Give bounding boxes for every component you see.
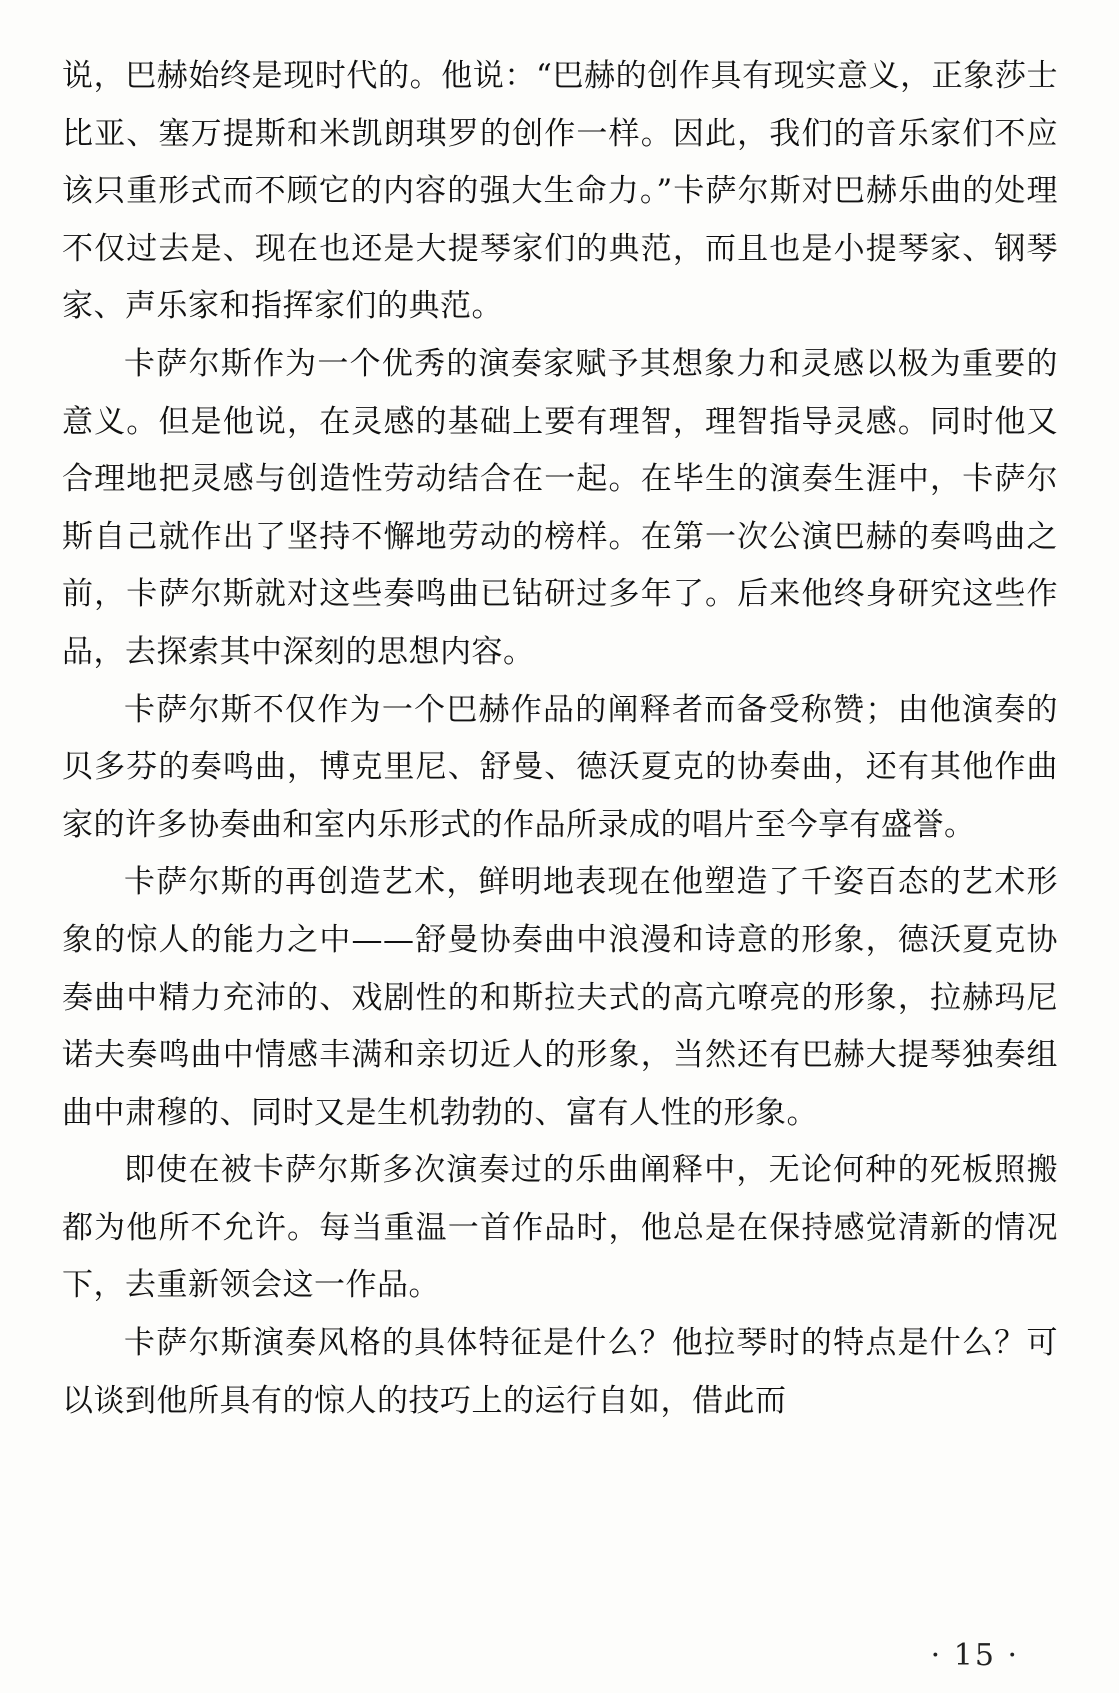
paragraph: 卡萨尔斯不仅作为一个巴赫作品的阐释者而备受称赞；由他演奏的贝多芬的奏鸣曲，博克里尼、舒曼、德沃夏克的协奏曲，还有其他作曲家的许多协奏曲和室内乐形式的作品所录成的唱片至今享有盛誉。	[62, 691, 1058, 843]
paragraph-continued: 说，巴赫始终是现时代的。他说：“巴赫的创作具有现实意义，正象莎士比亚、塞万提斯和米凯朗琪罗的创作一样。因此，我们的音乐家们不应该只重形式而不顾它的内容的强大生命力。”卡萨尔斯对巴赫乐曲的处理不仅过去是、现在也还是大提琴家们的典范，而且也是小提琴家、钢琴家、声乐家和指挥家们的典范。	[62, 58, 1058, 325]
paragraph: 卡萨尔斯演奏风格的具体特征是什么？他拉琴时的特点是什么？可以谈到他所具有的惊人的技巧上的运行自如，借此而	[62, 1325, 1058, 1419]
paragraph: 即使在被卡萨尔斯多次演奏过的乐曲阐释中，无论何种的死板照搬都为他所不允许。每当重温一首作品时，他总是在保持感觉清新的情况下，去重新领会这一作品。	[62, 1152, 1058, 1304]
paragraph: 卡萨尔斯作为一个优秀的演奏家赋予其想象力和灵感以极为重要的意义。但是他说，在灵感的基础上要有理智，理智指导灵感。同时他又合理地把灵感与创造性劳动结合在一起。在毕生的演奏生涯中，卡萨尔斯自己就作出了坚持不懈地劳动的榜样。在第一次公演巴赫的奏鸣曲之前，卡萨尔斯就对这些奏鸣曲已钻研过多年了。后来他终身研究这些作品，去探索其中深刻的思想内容。	[62, 345, 1058, 670]
page-number: · 15 ·	[930, 1638, 1019, 1673]
paragraph: 卡萨尔斯的再创造艺术，鲜明地表现在他塑造了千姿百态的艺术形象的惊人的能力之中——舒曼协奏曲中浪漫和诗意的形象，德沃夏克协奏曲中精力充沛的、戏剧性的和斯拉夫式的高亢嘹亮的形象，拉赫玛尼诺夫奏鸣曲中情感丰满和亲切近人的形象，当然还有巴赫大提琴独奏组曲中肃穆的、同时又是生机勃勃的、富有人性的形象。	[62, 864, 1058, 1131]
body-text	[62, 48, 1058, 1430]
